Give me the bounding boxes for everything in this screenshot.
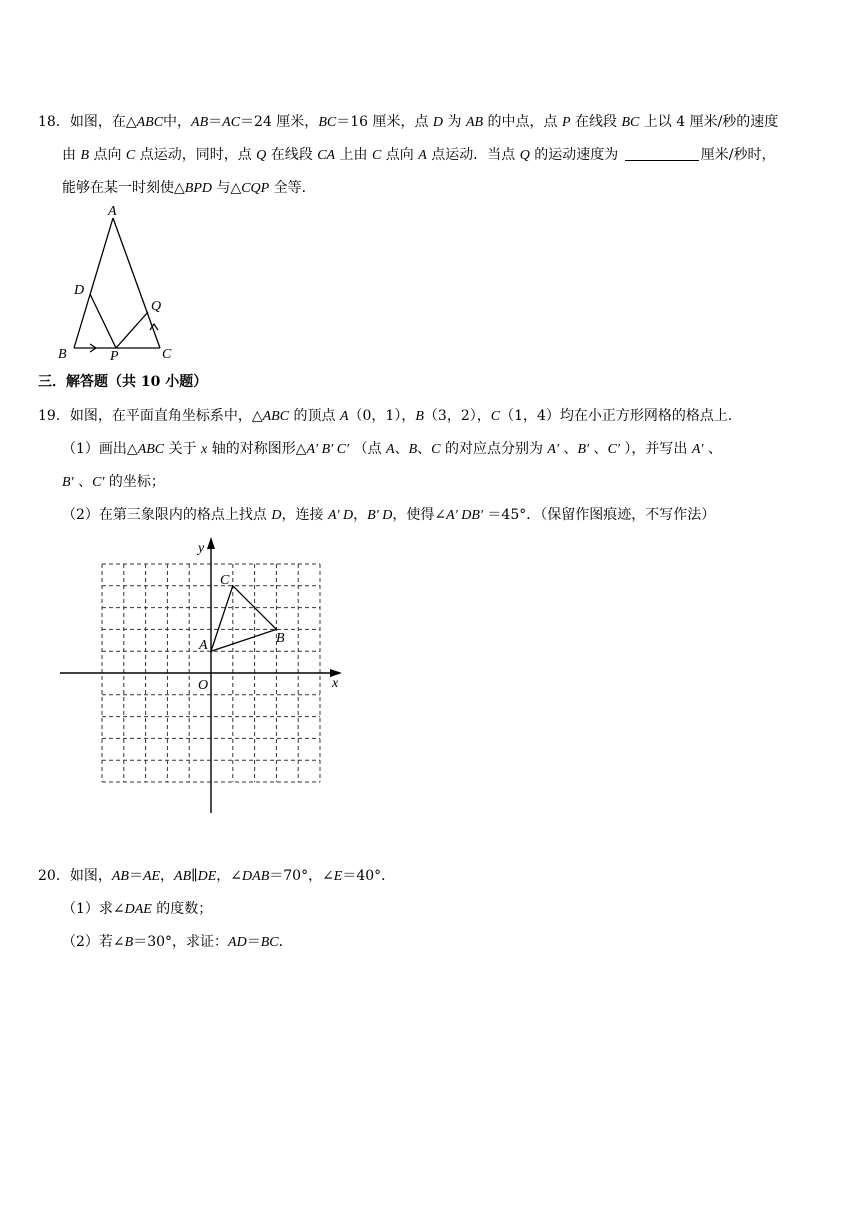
y-axis-arrowhead [207, 537, 215, 549]
label-C: C [220, 573, 230, 588]
label-A: A [199, 638, 208, 653]
q18-triangle-figure [50, 200, 190, 364]
q19-line-3: B′ 、C′ 的坐标； [62, 474, 165, 490]
q18-line-3: 能够在某一时刻使△BPD 与△CQP 全等． [62, 180, 316, 196]
segment-PQ [116, 312, 148, 348]
answer-blank[interactable] [625, 146, 699, 161]
label-C: C [162, 347, 172, 362]
q20-line-2: （1）求∠DAE 的度数； [62, 901, 213, 917]
q19-line-4: （2）在第三象限内的格点上找点 D，连接 A′ D，B′ D，使得∠A′ DB′ ＝45°．（保留作图痕迹，不写作法） [62, 507, 716, 523]
segment-AC [113, 218, 160, 348]
section-heading: 三．解答题（共 10 小题） [38, 374, 208, 390]
label-D: D [74, 283, 85, 298]
q18-line-1: 18．如图，在△ABC中，AB＝AC＝24 厘米，BC＝16 厘米，点 D 为 AB 的中点，点 P 在线段 BC 上以 4 厘米/秒的速度 [38, 114, 779, 130]
label-O: O [198, 678, 209, 693]
label-y: y [198, 541, 205, 556]
q19-line-2: （1）画出△ABC 关于 x 轴的对称图形△A′ B′ C′ （点 A、B、C 的对应点分别为 A′ 、B′ 、C′ ），并写出 A′ 、 [62, 441, 722, 457]
segment-DP [90, 294, 116, 348]
label-P: P [110, 349, 119, 364]
q20-line-3: （2）若∠B＝30°，求证：AD＝BC． [62, 934, 293, 950]
label-Q: Q [151, 299, 162, 314]
q19-coordinate-grid [60, 535, 360, 825]
label-A: A [108, 204, 117, 219]
triangle-abc [211, 586, 276, 651]
q20-line-1: 20．如图，AB＝AE，AB∥DE，∠DAB＝70°，∠E＝40°． [38, 868, 396, 884]
label-B: B [58, 347, 67, 362]
q19-line-1: 19．如图，在平面直角坐标系中，△ABC 的顶点 A（0，1），B（3，2），C（1，4）均在小正方形网格的格点上． [38, 408, 742, 424]
q18-line-2: 由 B 点向 C 点运动，同时，点 Q 在线段 CA 上由 C 点向 A 点运动．当点 Q 的运动速度为 厘米/秒时， [62, 147, 776, 163]
label-B: B [276, 631, 285, 646]
label-x: x [332, 676, 339, 691]
